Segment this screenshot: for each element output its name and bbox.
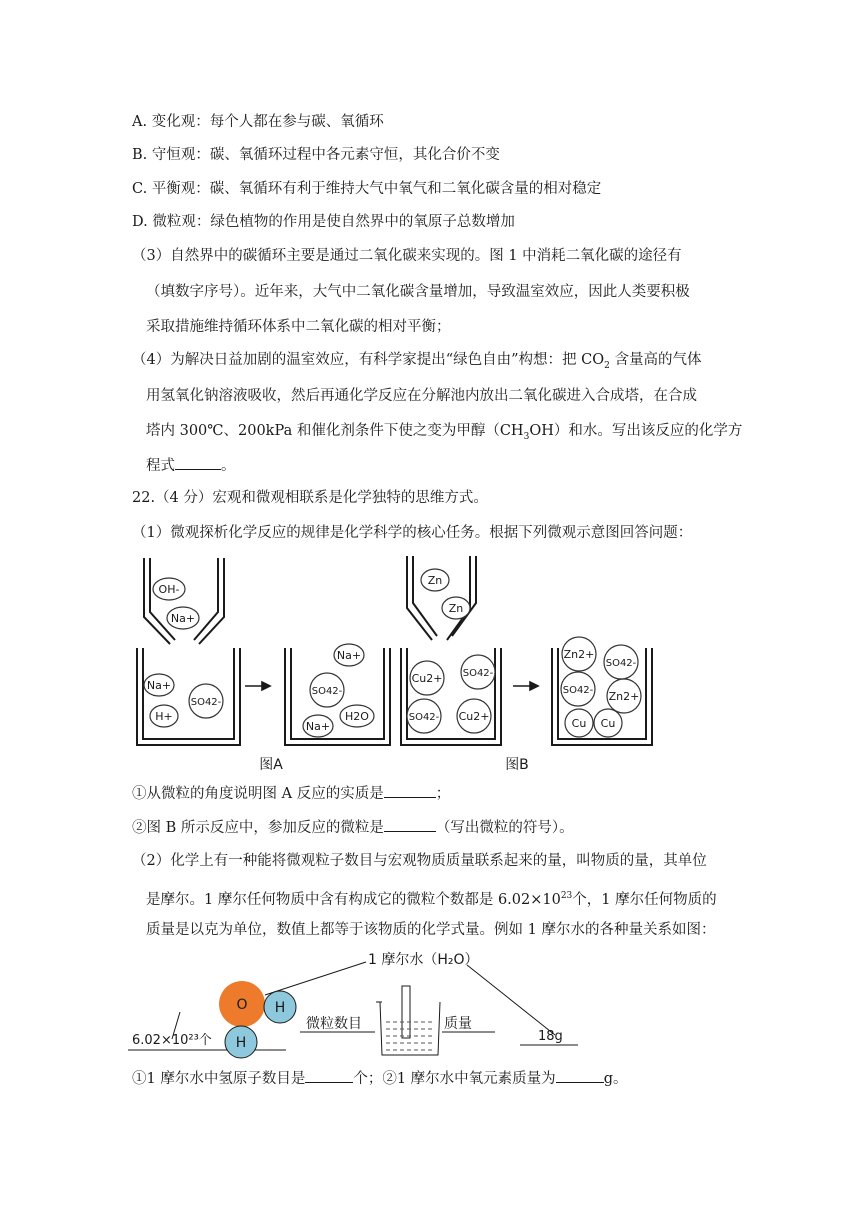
- label-cu: Cu: [600, 717, 616, 730]
- particle-count: 6.02×10²³个: [132, 1033, 212, 1048]
- label-so4: SO42-: [408, 712, 440, 723]
- q3-line2: （填数字序号）。近年来，大气中二氧化碳含量增加，导致温室效应，因此人类要积极: [146, 284, 690, 300]
- option-b: B. 守恒观：碳、氧循环过程中各元素守恒，其化合价不变: [132, 147, 500, 163]
- label-h: H: [274, 1000, 286, 1016]
- label-oh: OH-: [158, 583, 180, 596]
- q3-line1: （3）自然界中的碳循环主要是通过二氧化碳来实现的。图 1 中消耗二氧化碳的途径有: [132, 248, 682, 264]
- q22-sub1: ①从微粒的角度说明图 A 反应的实质是 ；: [132, 783, 450, 804]
- label-so4: SO42-: [190, 697, 222, 708]
- label-cu: Cu: [571, 717, 587, 730]
- q4-line4: 程式 。: [146, 455, 236, 476]
- q22-part2-line1: （2）化学上有一种能将微观粒子数目与宏观物质质量联系起来的量，叫物质的量，其单位: [132, 853, 707, 869]
- q22-part2-line2: 是摩尔。1 摩尔任何物质中含有构成它的微粒个数都是 $6.02\times 10^{23}$个，1 摩尔任何物质的: [146, 891, 717, 908]
- label-zn2: Zn2+: [608, 690, 640, 703]
- option-a: A. 变化观：每个人都在参与碳、氧循环: [132, 114, 384, 130]
- label-zn2: Zn2+: [563, 648, 595, 661]
- q22-sub2: ②图 B 所示反应中，参加反应的微粒是 （写出微粒的符号）。: [132, 817, 574, 838]
- particles-label: 微粒数目: [306, 1016, 362, 1032]
- option-d: D. 微粒观：绿色植物的作用是使自然界中的氧原子总数增加: [132, 214, 515, 230]
- label-so4: SO42-: [605, 658, 637, 669]
- caption-figure-b: 图B: [505, 757, 529, 773]
- q22-final: ①1 摩尔水中氢原子数目是 个；②1 摩尔水中氧元素质量为 g。: [132, 1068, 627, 1089]
- label-h: H: [235, 1035, 247, 1051]
- label-so4: SO42-: [562, 685, 594, 696]
- label-na: Na+: [170, 612, 196, 625]
- caption-figure-a: 图A: [259, 757, 283, 773]
- label-na: Na+: [305, 720, 331, 733]
- label-o: O: [236, 997, 248, 1013]
- label-na: Na+: [146, 679, 172, 692]
- label-zn: Zn: [448, 602, 464, 615]
- label-cu2: Cu2+: [411, 672, 443, 685]
- water-title: 1 摩尔水（H₂O）: [368, 952, 479, 968]
- label-h2o: H2O: [345, 710, 369, 723]
- q3-line3: 采取措施维持循环体系中二氧化碳的相对平衡；: [146, 319, 451, 335]
- q22-part2-line3: 质量是以克为单位，数值上都等于该物质的化学式量。例如 1 摩尔水的各种量关系如图：: [146, 922, 716, 938]
- label-h: H+: [155, 710, 173, 723]
- water-diagram: [120, 940, 640, 1060]
- answer-blank: [384, 783, 436, 798]
- label-cu2: Cu2+: [458, 710, 490, 723]
- mass-value: 18g: [538, 1029, 563, 1044]
- q4-line2: 用氢氧化钠溶液吸收，然后再通化学反应在分解池内放出二氧化碳进入合成塔，在合成: [146, 388, 697, 404]
- mass-label: 质量: [444, 1016, 472, 1032]
- label-na: Na+: [336, 649, 362, 662]
- q22-part1: （1）微观探析化学反应的规律是化学科学的核心任务。根据下列微观示意图回答问题：: [132, 525, 693, 541]
- answer-blank: [305, 1068, 353, 1083]
- q4-line3: 塔内 300℃、200kPa 和催化剂条件下使之变为甲醇$(CH_3OH)$和水。写出该反应的化学方: [146, 423, 743, 442]
- label-so4: SO42-: [462, 668, 494, 679]
- q22-title: 22.（4 分）宏观和微观相联系是化学独特的思维方式。: [132, 490, 488, 506]
- q4-line1: （4）为解决日益加剧的温室效应，有科学家提出“绿色自由”构想：把 $CO_2$ 含量高的气体: [132, 352, 702, 371]
- answer-blank: [556, 1068, 604, 1083]
- option-c: C. 平衡观：碳、氧循环有利于维持大气中氧气和二氧化碳含量的相对稳定: [132, 181, 602, 197]
- answer-blank: [384, 817, 436, 832]
- label-so4: SO42-: [311, 686, 343, 697]
- label-zn: Zn: [427, 574, 443, 587]
